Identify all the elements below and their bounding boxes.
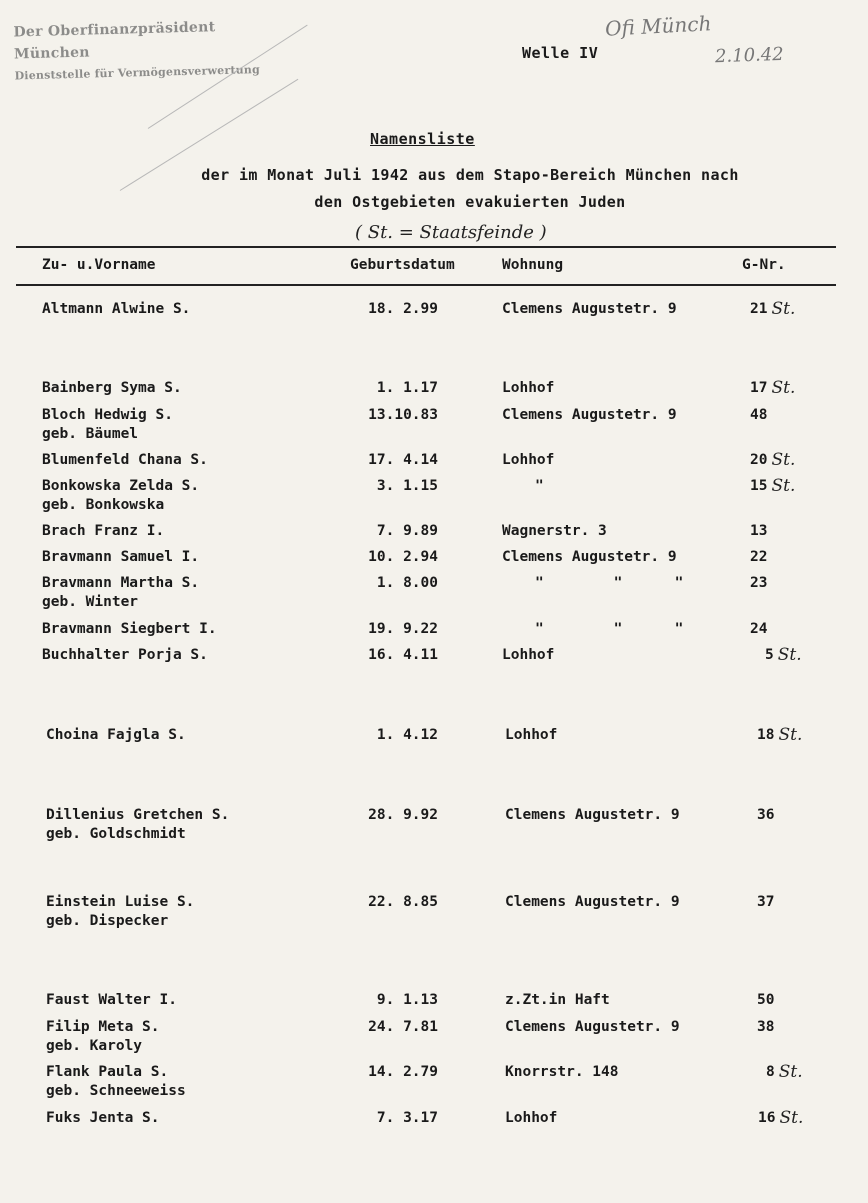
address-cell: Clemens Augustetr. 9 bbox=[505, 894, 680, 910]
number-cell: 50 bbox=[757, 992, 775, 1008]
column-header-birthdate: Geburtsdatum bbox=[350, 257, 455, 273]
address-cell: Lohhof bbox=[502, 647, 555, 663]
birthdate-cell: 7. 3.17 bbox=[376, 1110, 438, 1126]
handwritten-mark: St. bbox=[771, 476, 796, 496]
birthdate-cell: 3. 1.15 bbox=[376, 478, 438, 494]
stamp-line-2: Dienststelle für Vermögensverwertung bbox=[14, 63, 261, 83]
name-cell: Blumenfeld Chana S. bbox=[42, 452, 208, 468]
wave-label: Welle IV bbox=[522, 44, 599, 62]
birthdate-cell: 28. 9.92 bbox=[368, 807, 438, 823]
number-cell: 48 bbox=[750, 407, 768, 423]
name-cell: Bainberg Syma S. bbox=[42, 380, 182, 396]
name-cell: Buchhalter Porja S. bbox=[42, 647, 208, 663]
handwritten-mark: St. bbox=[778, 1062, 803, 1082]
name-cell: Bravmann Siegbert I. bbox=[42, 621, 217, 637]
handwritten-note: Ofi Münch bbox=[604, 11, 712, 41]
address-cell: z.Zt.in Haft bbox=[505, 992, 610, 1008]
address-cell: Knorrstr. 148 bbox=[505, 1064, 619, 1080]
address-cell: " bbox=[535, 478, 544, 494]
name-cell: Fuks Jenta S. bbox=[46, 1110, 160, 1126]
header-rule-bottom bbox=[16, 284, 836, 286]
address-cell: " " " bbox=[535, 621, 684, 637]
number-cell: 24 bbox=[750, 621, 768, 637]
handwritten-mark: St. bbox=[771, 378, 796, 398]
birthdate-cell: 1. 1.17 bbox=[376, 380, 438, 396]
birthdate-cell: 14. 2.79 bbox=[368, 1064, 438, 1080]
stamp-line-1: Der Oberfinanzpräsident München bbox=[13, 19, 216, 63]
address-cell: Clemens Augustetr. 9 bbox=[505, 807, 680, 823]
number-cell: 13 bbox=[750, 523, 768, 539]
address-cell: Lohhof bbox=[502, 452, 555, 468]
number-cell: 18 St. bbox=[757, 725, 803, 745]
header-rule-top bbox=[16, 246, 836, 248]
name-cell: Einstein Luise S. geb. Dispecker bbox=[46, 894, 195, 929]
address-cell: Wagnerstr. 3 bbox=[502, 523, 607, 539]
handwritten-mark: St. bbox=[777, 645, 802, 665]
number-cell: 17 St. bbox=[750, 378, 796, 398]
birthdate-cell: 18. 2.99 bbox=[368, 301, 438, 317]
address-cell: Clemens Augustetr. 9 bbox=[502, 407, 677, 423]
handwritten-date: 2.10.42 bbox=[714, 43, 785, 68]
name-cell: Bravmann Samuel I. bbox=[42, 549, 200, 565]
birthdate-cell: 22. 8.85 bbox=[368, 894, 438, 910]
name-cell: Altmann Alwine S. bbox=[42, 301, 191, 317]
document-title: Namensliste bbox=[370, 130, 475, 148]
address-cell: Lohhof bbox=[505, 1110, 558, 1126]
number-cell: 38 bbox=[757, 1019, 775, 1035]
birthdate-cell: 1. 8.00 bbox=[376, 575, 438, 591]
address-cell: " " " bbox=[535, 575, 684, 591]
column-header-address: Wohnung bbox=[502, 257, 564, 273]
number-cell: 37 bbox=[757, 894, 775, 910]
name-cell: Faust Walter I. bbox=[46, 992, 177, 1008]
number-cell: 15 St. bbox=[750, 476, 796, 496]
birthdate-cell: 19. 9.22 bbox=[368, 621, 438, 637]
column-header-number: G-Nr. bbox=[742, 257, 786, 273]
handwritten-mark: St. bbox=[779, 1108, 804, 1128]
number-cell: 23 bbox=[750, 575, 768, 591]
name-cell: Bloch Hedwig S. geb. Bäumel bbox=[42, 407, 173, 442]
birthdate-cell: 7. 9.89 bbox=[376, 523, 438, 539]
birthdate-cell: 16. 4.11 bbox=[368, 647, 438, 663]
name-cell: Flank Paula S. geb. Schneeweiss bbox=[46, 1064, 186, 1099]
name-cell: Dillenius Gretchen S. geb. Goldschmidt bbox=[46, 807, 230, 842]
address-cell: Clemens Augustetr. 9 bbox=[505, 1019, 680, 1035]
birthdate-cell: 1. 4.12 bbox=[376, 727, 438, 743]
name-cell: Choina Fajgla S. bbox=[46, 727, 186, 743]
name-cell: Filip Meta S. geb. Karoly bbox=[46, 1019, 160, 1054]
name-cell: Bonkowska Zelda S. geb. Bonkowska bbox=[42, 478, 200, 513]
address-cell: Lohhof bbox=[505, 727, 558, 743]
document-subtitle-line-2: den Ostgebieten evakuierten Juden bbox=[314, 193, 626, 211]
handwritten-annotation: ( St. = Staatsfeinde ) bbox=[355, 222, 547, 243]
handwritten-mark: St. bbox=[771, 299, 796, 319]
number-cell: 20 St. bbox=[750, 450, 796, 470]
address-cell: Clemens Augustetr. 9 bbox=[502, 301, 677, 317]
birthdate-cell: 10. 2.94 bbox=[368, 549, 438, 565]
number-cell: 16 St. bbox=[758, 1108, 804, 1128]
address-cell: Clemens Augustetr. 9 bbox=[502, 549, 677, 565]
handwritten-mark: St. bbox=[778, 725, 803, 745]
address-cell: Lohhof bbox=[502, 380, 555, 396]
number-cell: 8 St. bbox=[766, 1062, 803, 1082]
office-stamp bbox=[13, 15, 280, 88]
number-cell: 36 bbox=[757, 807, 775, 823]
birthdate-cell: 17. 4.14 bbox=[368, 452, 438, 468]
column-header-name: Zu- u.Vorname bbox=[42, 257, 156, 273]
number-cell: 5 St. bbox=[765, 645, 802, 665]
name-cell: Brach Franz I. bbox=[42, 523, 165, 539]
document-subtitle-line-1: der im Monat Juli 1942 aus dem Stapo-Bereich München nach bbox=[201, 166, 739, 184]
birthdate-cell: 9. 1.13 bbox=[376, 992, 438, 1008]
birthdate-cell: 24. 7.81 bbox=[368, 1019, 438, 1035]
number-cell: 21 St. bbox=[750, 299, 796, 319]
number-cell: 22 bbox=[750, 549, 768, 565]
name-cell: Bravmann Martha S. geb. Winter bbox=[42, 575, 200, 610]
handwritten-mark: St. bbox=[771, 450, 796, 470]
birthdate-cell: 13.10.83 bbox=[368, 407, 438, 423]
